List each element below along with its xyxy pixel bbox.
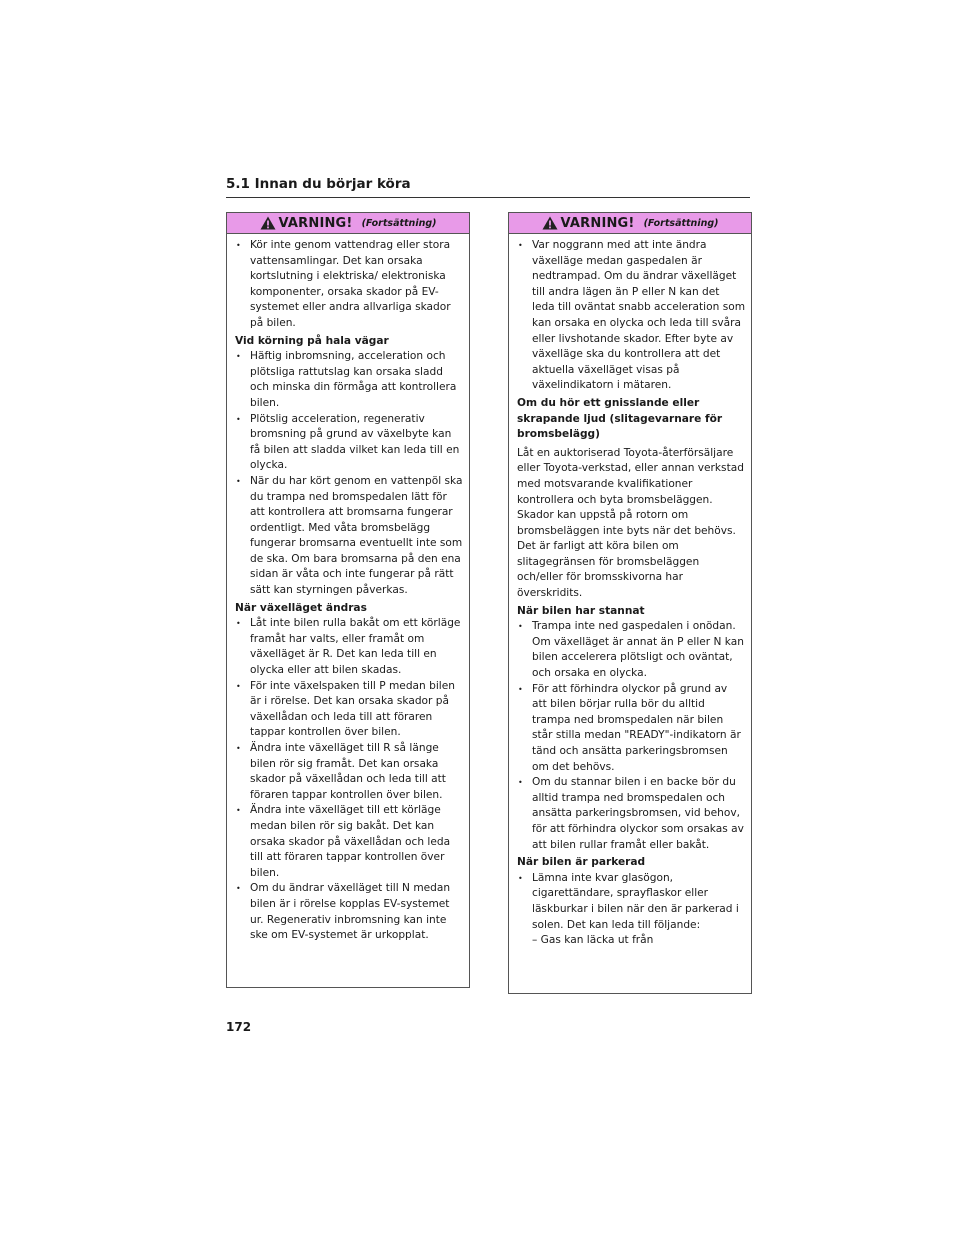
bullet-list <box>517 619 745 853</box>
warning-header <box>509 213 751 234</box>
list-item: • Häftig inbromsning, acceleration och plötsliga rattutslag kan orsaka sladd och minska din förmåga att kontrollera bilen. <box>235 349 463 411</box>
subheading: Vid körning på hala vägar <box>235 334 389 347</box>
list-item: • När du har kört genom en vattenpöl ska du trampa ned bromspedalen lätt för att kontrollera att bromsarna fungerar ordentligt. Med våta bromsbelägg fungerar bromsarna eventuellt inte som de ska. Om bara bromsarna på den ena sidan är våta och inte fungerar på rätt sätt kan styrningen påverkas. <box>235 474 463 599</box>
subheading: När växelläget ändras <box>235 601 367 614</box>
subheading: Om du hör ett gnisslande eller skrapande ljud (slitagevarnare för bromsbelägg) <box>517 396 723 441</box>
subheading: När bilen har stannat <box>517 604 645 617</box>
page-number: 172 <box>226 1020 252 1034</box>
list-item: • Trampa inte ned gaspedalen i onödan. Om växelläget är annat än P eller N kan bilen accelerera plötsligt och oväntat, och orsaka en olycka. <box>517 619 745 681</box>
bullet-list <box>235 616 463 943</box>
bullet-list <box>517 238 745 394</box>
list-item: • Om du ändrar växelläget till N medan bilen är i rörelse kopplas EV-systemet ur. Regenerativ inbromsning kan inte ske om EV-systemet är urkopplat. <box>235 881 463 943</box>
bullet-list <box>517 871 745 933</box>
warning-title: VARNING! <box>278 215 353 231</box>
warning-continued: (Fortsättning) <box>643 217 719 229</box>
warning-triangle-icon <box>542 216 558 230</box>
list-item: • Ändra inte växelläget till R så länge bilen rör sig framåt. Det kan orsaka skador på växellådan och leda till att föraren tappar kontrollen över bilen. <box>235 741 463 803</box>
warning-triangle-icon <box>260 216 276 230</box>
list-item: • Kör inte genom vattendrag eller stora vattensamlingar. Det kan orsaka kortslutning i elektriska/ elektroniska komponenter, orsaka skador på EV-systemet eller andra allvarliga skador på bilen. <box>235 238 463 332</box>
warning-header <box>227 213 469 234</box>
bullet-list <box>235 238 463 332</box>
section-title: 5.1 Innan du börjar köra <box>226 176 750 198</box>
list-item: • Lämna inte kvar glasögon, cigarettändare, sprayflaskor eller läskburkar i bilen när den är parkerad i solen. Det kan leda till följande: <box>517 871 745 933</box>
list-item: • Låt inte bilen rulla bakåt om ett körläge framåt har valts, eller framåt om växelläget är R. Det kan leda till en olycka eller att bilen skadas. <box>235 616 463 678</box>
warning-title: VARNING! <box>560 215 635 231</box>
list-item: • För att förhindra olyckor på grund av att bilen börjar rulla bör du alltid trampa ned bromspedalen när bilen står stilla medan "READY"-indikatorn är tänd och ansätta parkeringsbromsen om det behövs. <box>517 682 745 776</box>
warning-box-left <box>226 212 470 988</box>
list-item: • Ändra inte växelläget till ett körläge medan bilen rör sig bakåt. Det kan orsaka skador på växellådan och leda till att föraren tappar kontrollen över bilen. <box>235 803 463 881</box>
list-item: • Plötslig acceleration, regenerativ bromsning på grund av växelbyte kan få bilen att sladda vilket kan leda till en olycka. <box>235 412 463 474</box>
bullet-list <box>235 349 463 599</box>
subheading: När bilen är parkerad <box>517 856 646 869</box>
list-item: • Var noggrann med att inte ändra växelläge medan gaspedalen är nedtrampad. Om du ändrar växelläget till andra lägen än P eller N kan det leda till oväntat snabb acceleration som kan orsaka en olycka och leda till svåra eller livshotande skador. Efter byte av växelläge ska du kontrollera att det aktuella växelläget visas på växelindikatorn i mätaren. <box>517 238 745 394</box>
warning-continued: (Fortsättning) <box>361 217 437 229</box>
list-item: • För inte växelspaken till P medan bilen är i rörelse. Det kan orsaka skador på växellådan och leda till att föraren tappar kontrollen över bilen. <box>235 679 463 741</box>
paragraph: Låt en auktoriserad Toyota-återförsäljare eller Toyota-verkstad, eller annan verkstad med motsvarande kvalifikationer kontrollera och byta bromsbeläggen. Skador kan uppstå på rotorn om bromsbeläggen inte byts när det behövs. Det är farligt att köra bilen om slitagegränsen för bromsbeläggen och/eller för bromsskivorna har överskridits. <box>517 446 744 600</box>
dash-item: – Gas kan läcka ut från <box>532 934 654 947</box>
warning-box-right <box>508 212 752 994</box>
list-item: • Om du stannar bilen i en backe bör du alltid trampa ned bromspedalen och ansätta parkeringsbromsen, vid behov, för att förhindra olyckor som orsakas av att bilen rullar framåt eller bakåt. <box>517 775 745 853</box>
